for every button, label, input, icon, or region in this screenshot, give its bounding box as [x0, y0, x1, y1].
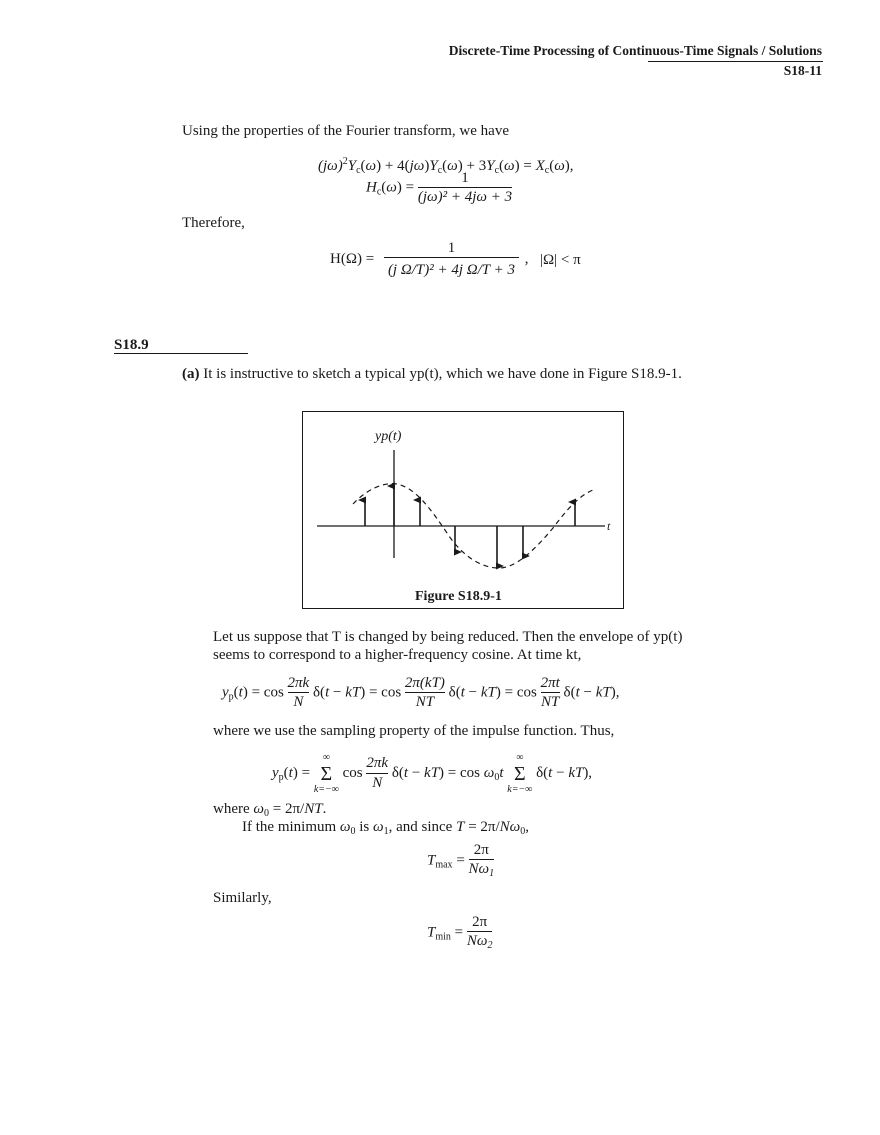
intro-text: Using the properties of the Fourier transform, we have: [182, 123, 509, 139]
page-number: S18-11: [783, 63, 822, 78]
equation-differential: $(j\omega)^2Y_c(\omega) + 4(j\omega)Y_c(\omega) + 3Y_c(\omega) = X_c(\omega)$,: [318, 156, 574, 176]
equation-sampled: $y_p(t) = \cos$ $\frac{2\pi k}{N}$ δ(t − kT) = cos $\frac{2\pi(kT)}{NT}$ δ(t − kT) = cos $\frac{2\pi t}{NT}$ δ(t − kT),: [222, 675, 620, 711]
equation-hc: $H_c(\omega)$ = $\frac{1}{\text{(jω)² + 4jω + 3}}$: [366, 170, 513, 206]
section-rule: [114, 353, 248, 354]
equation-tmin: $T_{min}$ = $\frac{2\pi}{N\omega_2}$: [427, 914, 493, 952]
figure-caption: Figure S18.9-1: [415, 589, 502, 604]
figure-xlabel: t: [607, 519, 611, 533]
paragraph-4: If the minimum $\omega_0$ is $\omega_1$, and since $T = 2\pi/N\omega_0$,: [242, 819, 529, 837]
figure-ylabel: yp(t): [375, 429, 402, 444]
equation-sum: $y_p(t)$ = ∞ Σ k=−∞ cos $\frac{2\pi k}{N}$ $\delta(t - kT) = \cos \omega_0t$ ∞ Σ k=−∞ δ(t − kT),: [272, 752, 593, 795]
equation-tmax: $T_{max}$ = $\frac{2\pi}{N\omega_1}$: [427, 842, 495, 880]
part-a-paragraph: (a) It is instructive to sketch a typical yp(t), which we have done in Figure S18.9-1.: [182, 366, 682, 382]
header-rule: [648, 61, 823, 62]
equation-h-omega: H(Ω) = $\frac{1}{\text{(j Ω/T)² + 4j Ω/T + 3}}$ ,: [330, 240, 529, 279]
running-header-title: Discrete-Time Processing of Continuous-Time Signals / Solutions: [448, 43, 822, 58]
figure-frame: [302, 411, 624, 609]
paragraph-1-line-1: Let us suppose that T is changed by being reduced. Then the envelope of yp(t): [213, 629, 683, 645]
paragraph-1-line-2: seems to correspond to a higher-frequency cosine. At time kt,: [213, 647, 582, 663]
therefore-text: Therefore,: [182, 215, 245, 231]
paragraph-3: where $\omega_0 = 2\pi/NT$.: [213, 801, 327, 819]
section-label: S18.9: [114, 337, 149, 353]
equation-condition: |Ω| < π: [540, 252, 581, 268]
figure-plot: [303, 412, 623, 608]
paragraph-2: where we use the sampling property of the impulse function. Thus,: [213, 723, 615, 739]
similarly-text: Similarly,: [213, 890, 272, 906]
